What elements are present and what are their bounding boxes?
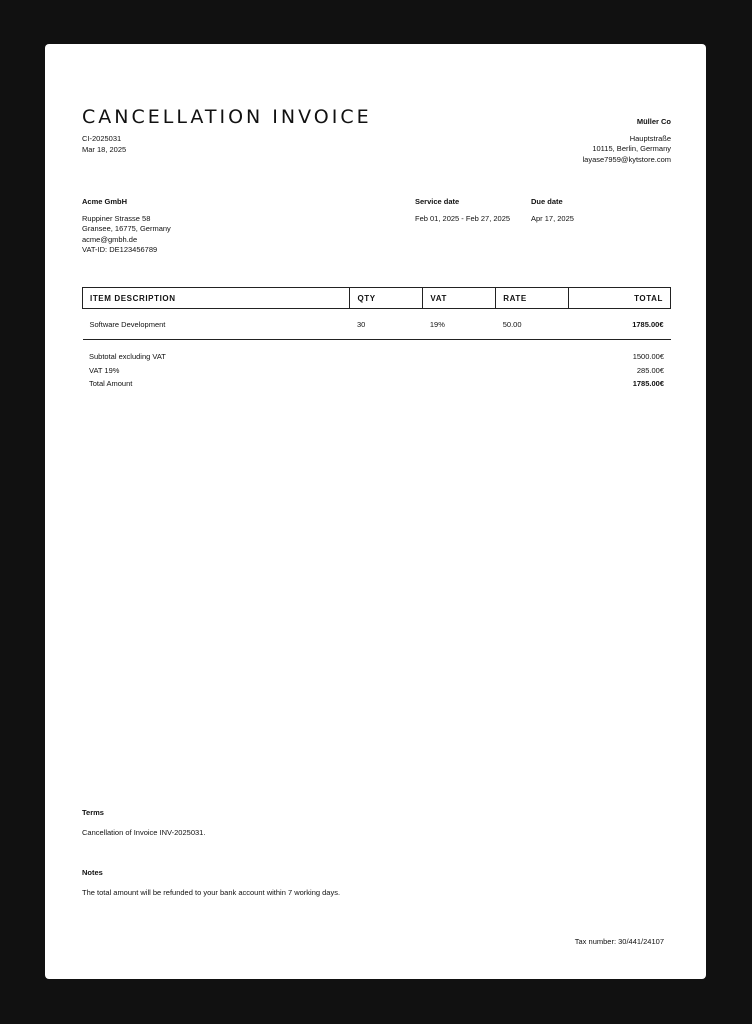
buyer-email: acme@gmbh.de bbox=[82, 234, 138, 244]
invoice-page bbox=[45, 44, 706, 979]
header-total: TOTAL bbox=[569, 288, 671, 309]
items-table bbox=[82, 287, 671, 340]
header-rate: RATE bbox=[496, 288, 569, 309]
subtotal-row bbox=[82, 350, 664, 364]
seller-street: Hauptstraße bbox=[629, 133, 671, 143]
subtotal-label: Subtotal excluding VAT bbox=[89, 352, 166, 361]
invoice-number: CI-2025031 bbox=[82, 134, 122, 143]
seller-city: 10115, Berlin, Germany bbox=[592, 144, 671, 153]
cell-qty: 30 bbox=[350, 309, 423, 340]
total-row bbox=[82, 377, 664, 391]
invoice-meta bbox=[82, 134, 126, 155]
total-value: 1785.00€ bbox=[632, 379, 664, 388]
vat-value: 285.00€ bbox=[636, 365, 664, 375]
buyer-name: Acme GmbH bbox=[82, 197, 128, 206]
table-row bbox=[83, 309, 671, 340]
seller-email: layase7959@kytstore.com bbox=[582, 154, 671, 164]
due-date-block bbox=[531, 197, 574, 224]
vat-row bbox=[82, 364, 664, 378]
buyer-street: Ruppiner Strasse 58 bbox=[82, 213, 151, 223]
document-title: CANCELLATION INVOICE bbox=[82, 106, 372, 128]
due-date-value: Apr 17, 2025 bbox=[531, 213, 574, 223]
summary-block bbox=[82, 350, 664, 391]
header-item-description: ITEM DESCRIPTION bbox=[83, 288, 350, 309]
cell-total: 1785.00€ bbox=[569, 309, 671, 340]
terms-text: Cancellation of Invoice INV-2025031. bbox=[82, 827, 206, 837]
vat-label: VAT 19% bbox=[89, 365, 120, 375]
terms-label: Terms bbox=[82, 808, 104, 817]
invoice-date: Mar 18, 2025 bbox=[82, 144, 127, 154]
seller-block bbox=[471, 117, 671, 165]
total-label: Total Amount bbox=[89, 379, 133, 388]
cell-description: Software Development bbox=[83, 309, 350, 340]
cell-vat: 19% bbox=[423, 309, 496, 340]
notes-text: The total amount will be refunded to your bank account within 7 working days. bbox=[82, 887, 341, 897]
buyer-block bbox=[82, 197, 171, 256]
header-vat: VAT bbox=[423, 288, 496, 309]
due-date-label: Due date bbox=[531, 197, 563, 206]
seller-name: Müller Co bbox=[636, 117, 671, 126]
buyer-city: Gransee, 16775, Germany bbox=[82, 224, 171, 233]
buyer-vat-id: VAT-ID: DE123456789 bbox=[82, 245, 158, 254]
tax-number: Tax number: 30/441/24107 bbox=[574, 937, 664, 946]
table-header-row bbox=[83, 288, 671, 309]
notes-label: Notes bbox=[82, 868, 103, 877]
service-date-block bbox=[415, 197, 510, 224]
service-date-label: Service date bbox=[415, 197, 460, 206]
header-qty: QTY bbox=[350, 288, 423, 309]
terms-block bbox=[82, 808, 205, 838]
subtotal-value: 1500.00€ bbox=[632, 352, 664, 361]
service-date-value: Feb 01, 2025 - Feb 27, 2025 bbox=[415, 213, 511, 223]
notes-block bbox=[82, 868, 340, 898]
cell-rate: 50.00 bbox=[496, 309, 569, 340]
